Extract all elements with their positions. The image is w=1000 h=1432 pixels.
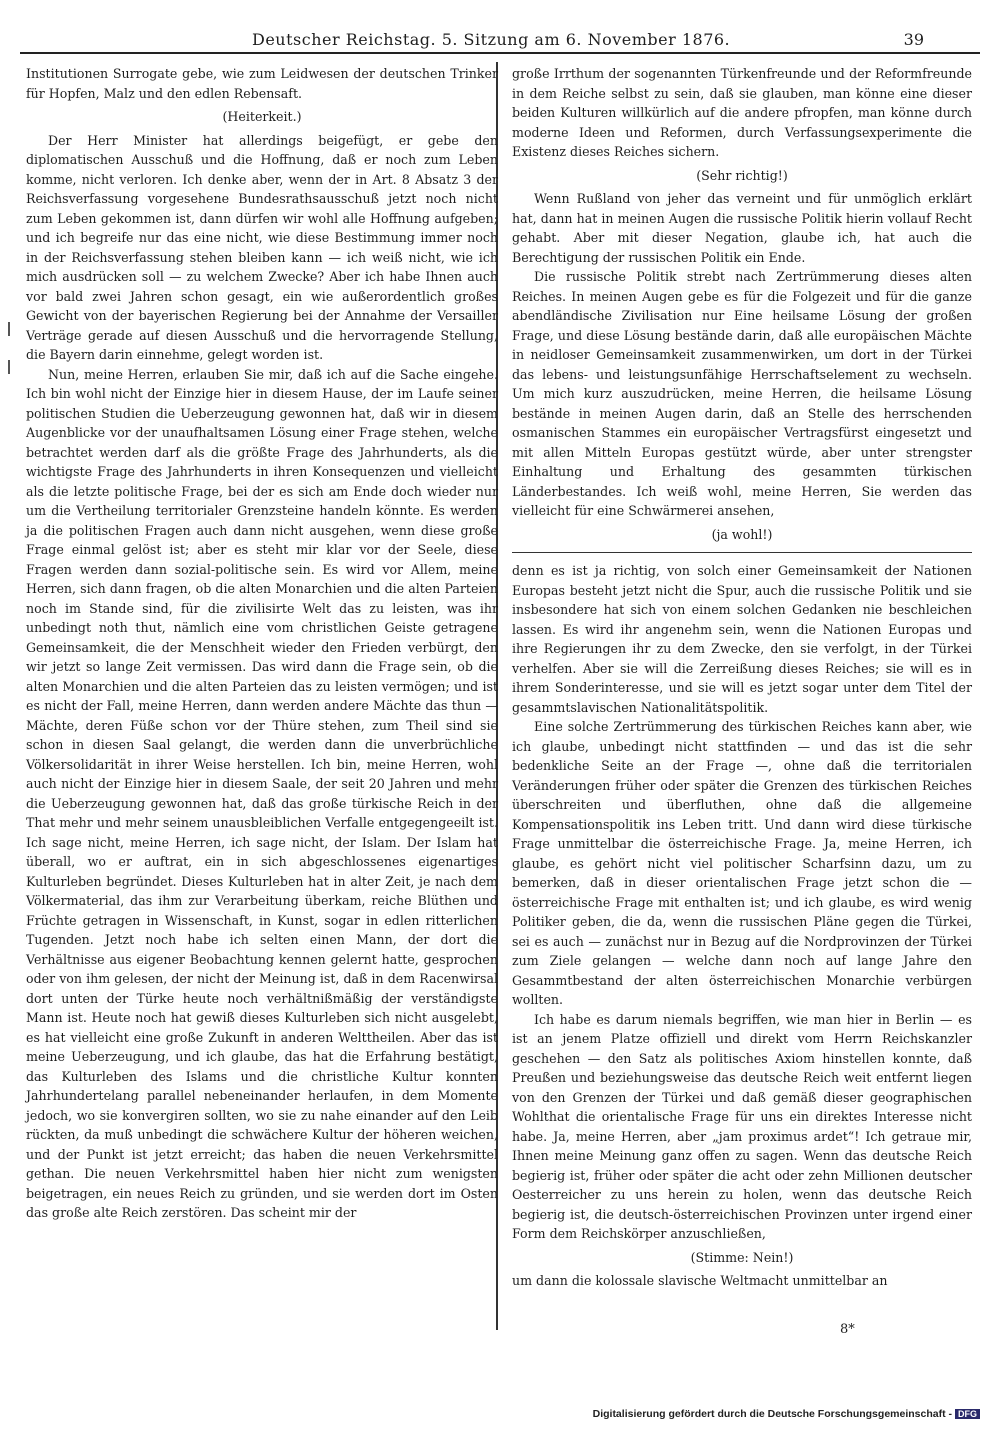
paragraph: Der Herr Minister hat allerdings beigefügt, er gebe den diplomatischen Ausschuß und die Hoffnung, daß er noch zum Leben komme, nicht verloren. Ich denke aber, wenn der in Art. 8 Absatz 3 der Reichsverfassung vorgesehene Bundesrathsausschuß jetzt noch nicht zum Leben gekommen ist, dann dürfen wir wohl alle Hoffnung aufgeben; und ich begreife nur das eine nicht, wie diese Bestimmung immer noch in der Reichsverfassung stehen bleiben kann — ich weiß nicht, wie ich mich ausdrücken soll — zu welchem Zwecke? Aber ich habe Ihnen auch vor bald zwei Jahren schon gesagt, ein wie außerordentlich großes Gewicht von der bayerischen Regierung bei der Annahme der Versailler Verträge gerade auf diesen Ausschuß und die hervorragende Stellung, die Bayern darin einnehme, gelegt worden ist. <box>26 132 498 362</box>
footer-text: Digitalisierung gefördert durch die Deutsche Forschungsgemeinschaft - <box>592 1408 952 1420</box>
paragraph: um dann die kolossale slavische Weltmacht unmittelbar an <box>512 1273 888 1288</box>
paragraph: Eine solche Zertrümmerung des türkischen Reiches kann aber, wie ich glaube, unbedingt nicht stattfinden — und das ist die sehr bedenkliche Seite an der Frage —, ohne daß die territorialen Veränderungen früher oder später die Grenzen des türkischen Reiches überschreiten und überfluthen, ohne daß die allgemeine Kompensationspolitik ins Leben tritt. Und dann wird diese türkische Frage unmittelbar die österreichische Frage. Ja, meine Herren, ich glaube, es gehört nicht viel politischer Scharfsinn dazu, um zu bemerken, daß in dieser orientalischen Frage jetzt schon die — österreichische Frage mit enthalten ist; und ich glaube, es wird wenig Politiker geben, die da, wenn die russischen Pläne gegen die Türkei, sei es auch — zunächst nur in Bezug auf die Nordprovinzen der Türkei zum Ziele gelangen — welche dann noch auf lange Jahre den Gesammtbestand der alten österreichischen Monarchie verbürgen wollten. <box>512 719 972 1007</box>
dfg-logo: DFG <box>955 1409 980 1419</box>
header-rule <box>20 52 980 54</box>
paragraph: Die russische Politik strebt nach Zertrümmerung dieses alten Reiches. In meinen Augen gebe es für die Folgezeit und für die ganze abendländische Zivilisation nur Eine heilsame Lösung der großen Frage, und diese Lösung bestände darin, daß alle europäischen Mächte in neidloser Gemeinsamkeit zusammenwirken, um dort in der Türkei das lebens- und leistungsunfähige Herrschaftselement zu wechseln. Um mich kurz auszudrücken, meine Herren, die heilsame Lösung bestände in meinen Augen darin, daß an Stelle des herrschenden osmanischen Stammes ein europäischer Vertragsfürst eingesetzt und mit allen Mitteln Europas gestützt würde, aber unter strengster Einhaltung und Erhaltung des gesammten türkischen Länderbestandes. Ich weiß wohl, meine Herren, Sie werden das vielleicht für eine Schwärmerei ansehen, <box>512 269 972 518</box>
running-title: Deutscher Reichstag. 5. Sitzung am 6. November 1876. <box>252 30 731 49</box>
right-column <box>512 64 972 1291</box>
margin-mark <box>8 360 10 374</box>
paragraph: Ich habe es darum niemals begriffen, wie man hier in Berlin — es ist an jenem Platze offiziell und direkt vom Herrn Reichskanzler geschehen — den Satz als politisches Axiom hinstellen konnte, daß Preußen und beziehungsweise das deutsche Reich weit entfernt liegen von den Grenzen der Türkei und daß gemäß dieser geographischen Wohlthat die orientalische Frage für uns ein direktes Interesse nicht habe. Ja, meine Herren, aber „jam proximus ardet“! Ich getraue mir, Ihnen meine Meinung ganz offen zu sagen. Wenn das deutsche Reich begierig ist, früher oder später die acht oder zehn Millionen deutscher Oesterreicher zu uns herein zu holen, wenn das deutsche Reich begierig ist, die deutsch-österreichischen Provinzen unter irgend einer Form dem Reichskörper anzuschließen, <box>512 1011 972 1241</box>
paragraph: Institutionen Surrogate gebe, wie zum Leidwesen der deutschen Trinker für Hopfen, Malz und den edlen Rebensaft. <box>26 66 498 101</box>
interjection: (Sehr richtig!) <box>696 167 788 183</box>
paragraph: große Irrthum der sogenannten Türkenfreunde und der Reformfreunde in dem Reiche selbst zu sein, daß sie glauben, man könne eine dieser beiden Kulturen willkürlich auf die andere pfropfen, man könne durch moderne Ideen und Reformen, durch Verfassungsexperimente die Existenz dieses Reiches sichern. <box>512 66 972 159</box>
paragraph: denn es ist ja richtig, von solch einer Gemeinsamkeit der Nationen Europas besteht jetzt nicht die Spur, auch die russische Politik und sie insbesondere hat sich von einem solchen Gedanken nie beschleichen lassen. Es wird ihr angenehm sein, wenn die Nationen Europas und ihre Regierungen ihr zu dem Zwecke, den sie verfolgt, in der Türkei verhelfen. Aber sie will die Zerreißung dieses Reiches; sie will es in ihrem Sonderinteresse, und sie will es jetzt sogar unter dem Titel der gesammtslavischen Nationalitätspolitik. <box>512 563 972 715</box>
left-column <box>26 64 498 1223</box>
margin-mark <box>8 322 10 336</box>
page-number: 39 <box>903 30 924 49</box>
footer-credit <box>593 1408 980 1420</box>
section-rule <box>512 552 972 553</box>
paragraph: Wenn Rußland von jeher das verneint und für unmöglich erklärt hat, dann hat in meinen Augen die russische Politik hierin vollauf Recht gehabt. Aber mit dieser Negation, glaube ich, hat auch die Berechtigung der russischen Politik ein Ende. <box>512 191 972 265</box>
interjection: (Stimme: Nein!) <box>690 1249 794 1265</box>
paragraph: Nun, meine Herren, erlauben Sie mir, daß ich auf die Sache eingehe. Ich bin wohl nicht der Einzige hier in diesem Hause, der im Laufe seiner politischen Studien die Ueberzeugung gewonnen hat, daß wir in diesem Augenblicke vor der unaufhaltsamen Lösung einer Frage stehen, welche betrachtet werden darf als die größte Frage des Jahrhunderts, als die wichtigste Frage des Jahrhunderts in ihren Konsequenzen und vielleicht als die letzte politische Frage, bei der es sich am Ende doch wieder nur um die Vertheilung territorialer Grenzsteine handeln könnte. Es werden ja die politischen Fragen auch dann nicht ausgehen, wenn diese große Frage einmal gelöst ist; aber es steht mir klar vor der Seele, diese Fragen werden dann sozial-politische sein. Es wird vor Allem, meine Herren, sich dann fragen, ob die alten Monarchien und die alten Parteien noch im Stande sind, für die zivilisirte Welt das zu leisten, was ihr unbedingt noth thut, nämlich eine vom christlichen Geiste getragene Gemeinsamkeit, die der Menschheit wieder den Frieden verbürgt, den wir jetzt so lange Zeit vermissen. Das wird dann die Frage sein, ob die alten Monarchien und die alten Parteien das zu leisten vermögen; und ist es nicht der Fall, meine Herren, dann werden andere Mächte das thun — Mächte, deren Füße schon vor der Thüre stehen, zum Theil sind sie schon in diesen Saal gelangt, die werden dann die unverbrüchliche Völkersolidarität in ihrer Weise herstellen. Ich bin, meine Herren, wohl auch nicht der Einzige hier in diesem Saale, der seit 20 Jahren und mehr die Ueberzeugung gewonnen hat, daß das große türkische Reich in der That mehr und mehr seinem unausbleiblichen Verfalle entgegengeeilt ist. Ich sage nicht, meine Herren, ich sage nicht, der Islam. Der Islam hat überall, wo er auftrat, ein in sich abgeschlossenes eigenartiges Kulturleben begründet. Dieses Kulturleben hat in alter Zeit, je nach dem Völkermaterial, das ihm zur Verarbeitung überkam, reiche Blüthen und Früchte getragen in Wissenschaft, in Kunst, sogar in edlen ritterlichen Tugenden. Jetzt noch habe ich selten einen Mann, der dort die Verhältnisse aus eigener Beobachtung kennen gelernt hatte, gesprochen oder von ihm gelesen, der nicht der Meinung ist, daß in dem Racenwirsal dort unten der Türke heute noch verhältnißmäßig der verständigste Mann ist. Heute noch hat gewiß dieses Kulturleben sich nicht ausgelebt, es hat vielleicht eine große Zukunft in anderen Welttheilen. Aber das ist meine Ueberzeugung, und ich glaube, das hat die Erfahrung bestätigt, das Kulturleben des Islams und die christliche Kultur konnten Jahrhundertelang parallel nebeneinander herlaufen, in dem Momente jedoch, wo sie konvergiren sollten, wo sie zu nahe einander auf den Leib rückten, da muß unbedingt die schwächere Kultur der höheren weichen, und der Punkt ist jetzt erreicht; das haben die neuen Verkehrsmittel gethan. Die neuen Verkehrsmittel haben hier nicht zum wenigsten beigetragen, ein neues Reich zu gründen, und sie werden dort im Osten das große alte Reich zerstören. Das scheint mir der <box>26 366 498 1220</box>
interjection: (ja wohl!) <box>711 526 773 542</box>
interjection: (Heiterkeit.) <box>222 109 302 124</box>
signature-mark: 8* <box>840 1322 855 1337</box>
